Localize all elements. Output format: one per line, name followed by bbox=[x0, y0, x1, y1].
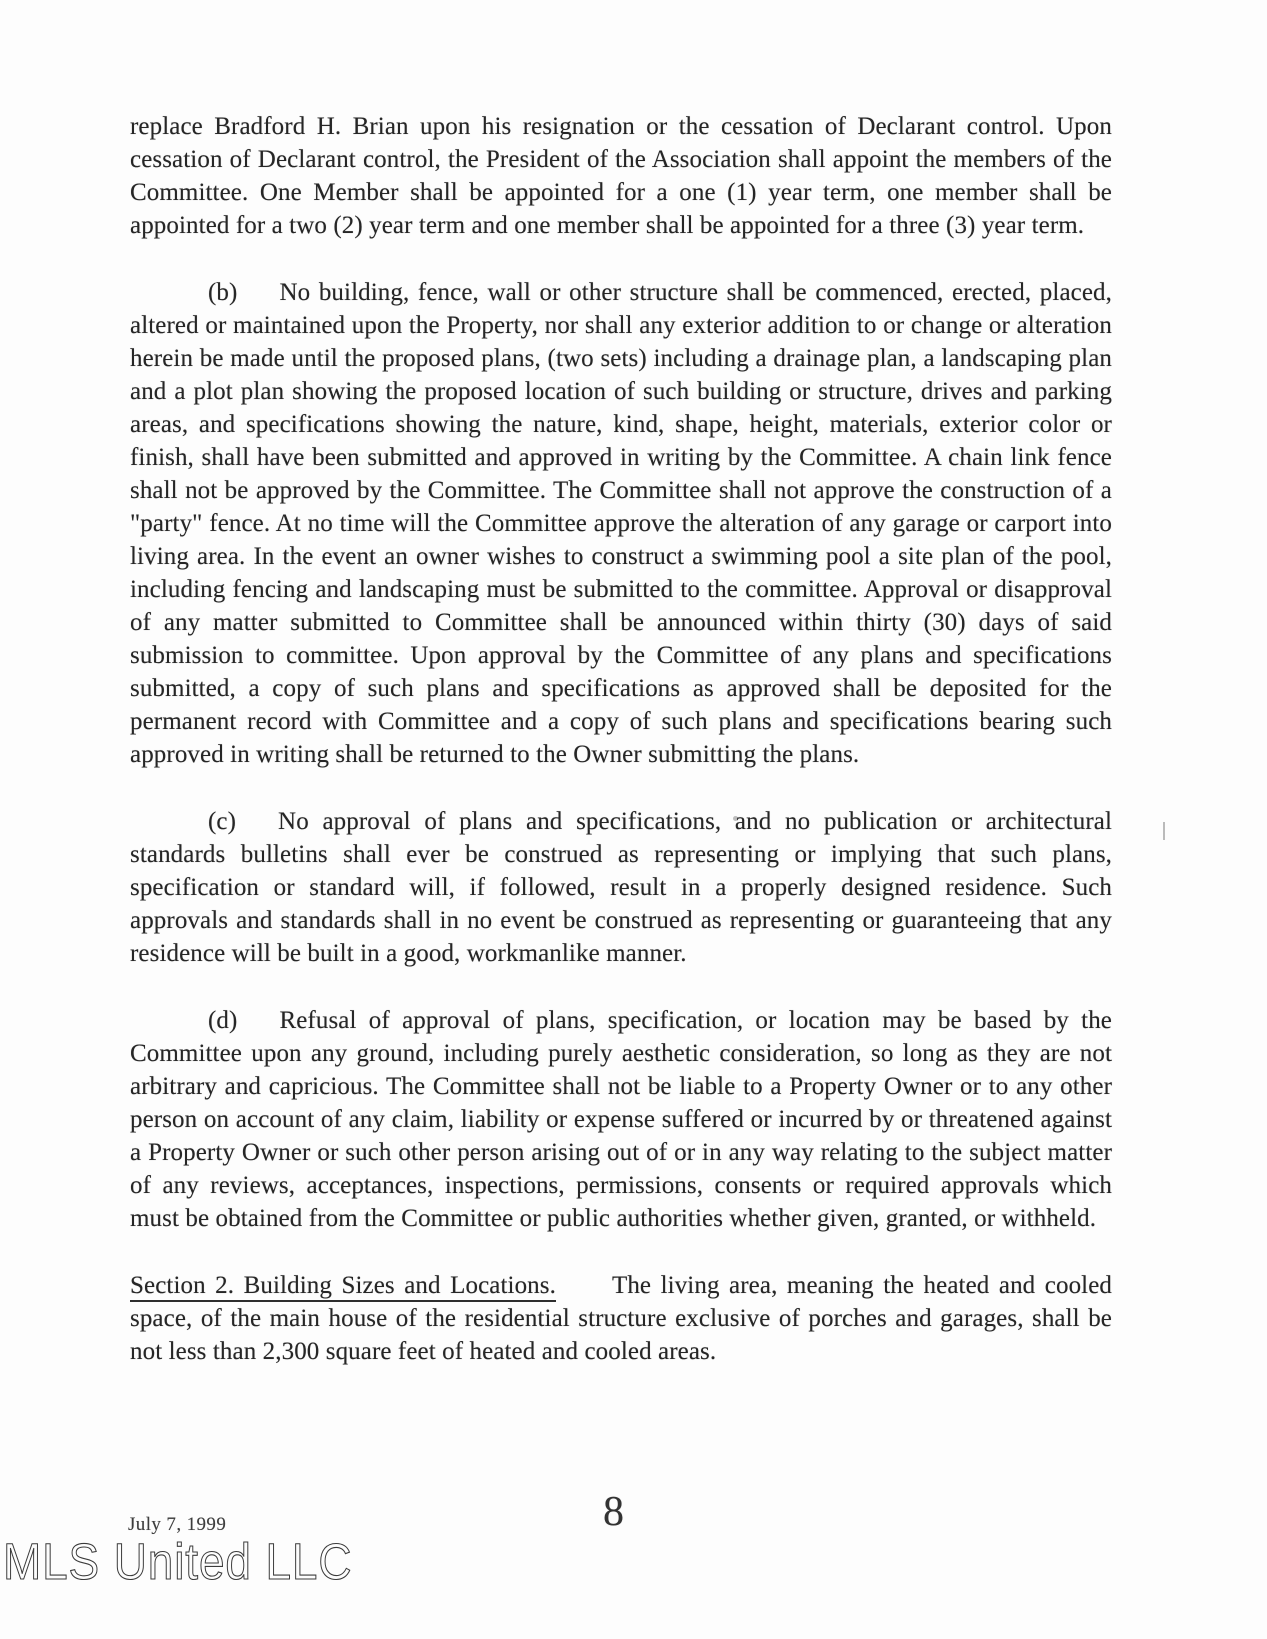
continuation-paragraph bbox=[130, 110, 1112, 242]
section-2-heading: Section 2. Building Sizes and Locations. bbox=[130, 1272, 556, 1302]
page-number: 8 bbox=[603, 1489, 624, 1535]
paragraph-d bbox=[130, 1004, 1112, 1235]
document-body bbox=[130, 110, 1112, 1402]
paragraph-d-text: Refusal of approval of plans, specification, or location may be based by the Committee upon any ground, including purely aesthetic consideration, so long as they are not arbitrary and capricious. The Committee shall not be liable to a Property Owner or to any other person on account of any claim, liability or expense suffered or incurred by or threatened against a Property Owner or such other person arising out of or in any way relating to the subject matter of any reviews, acceptances, inspections, permissions, consents or required approvals which must be obtained from the Committee or public authorities whether given, granted, or withheld. bbox=[130, 1007, 1112, 1232]
paragraph-c-text: No approval of plans and specifications, and no publication or architectural standards bulletins shall ever be construed as representing or implying that such plans, specification or standard will, if followed, result in a properly designed residence. Such approvals and standards shall in no event be construed as representing or guaranteeing that any residence will be built in a good, workmanlike manner. bbox=[130, 808, 1112, 967]
paragraph-b bbox=[130, 276, 1112, 771]
paragraph-d-label: (d) bbox=[208, 1007, 238, 1034]
paragraph-text: replace Bradford H. Brian upon his resignation or the cessation of Declarant control. Upon cessation of Declarant control, the President of the Association shall appoint the members of the Committee. One Member shall be appointed for a one (1) year term, one member shall be appointed for a two (2) year term and one member shall be appointed for a three (3) year term. bbox=[130, 113, 1112, 239]
scan-speck bbox=[733, 816, 738, 821]
paragraph-b-text: No building, fence, wall or other structure shall be commenced, erected, placed, altered or maintained upon the Property, nor shall any exterior addition to or change or alteration herein be made until the proposed plans, (two sets) including a drainage plan, a landscaping plan and a plot plan showing the proposed location of such building or structure, drives and parking areas, and specifications showing the nature, kind, shape, height, materials, exterior color or finish, shall have been submitted and approved in writing by the Committee. A chain link fence shall not be approved by the Committee. The Committee shall not approve the construction of a "party" fence. At no time will the Committee approve the alteration of any garage or carport into living area. In the event an owner wishes to construct a swimming pool a site plan of the pool, including fencing and landscaping must be submitted to the committee. Approval or disapproval of any matter submitted to Committee shall be announced within thirty (30) days of said submission to committee. Upon approval by the Committee of any plans and specifications submitted, a copy of such plans and specifications as approved shall be deposited for the permanent record with Committee and a copy of such plans and specifications bearing such approved in writing shall be returned to the Owner submitting the plans. bbox=[130, 279, 1112, 768]
watermark-text: MLS United LLC bbox=[3, 1533, 353, 1590]
scan-speck bbox=[800, 227, 805, 233]
section-2-paragraph bbox=[130, 1269, 1112, 1368]
paragraph-c-label: (c) bbox=[208, 808, 237, 835]
scan-artifact-tick bbox=[1163, 822, 1165, 840]
paragraph-b-label: (b) bbox=[208, 279, 238, 306]
paragraph-c bbox=[130, 805, 1112, 970]
footer-date: July 7, 1999 bbox=[128, 1514, 227, 1535]
section-2-text: The living area, meaning the heated and cooled space, of the main house of the residential structure exclusive of porches and garages, shall be not less than 2,300 square feet of heated and cooled areas. bbox=[130, 1272, 1113, 1365]
